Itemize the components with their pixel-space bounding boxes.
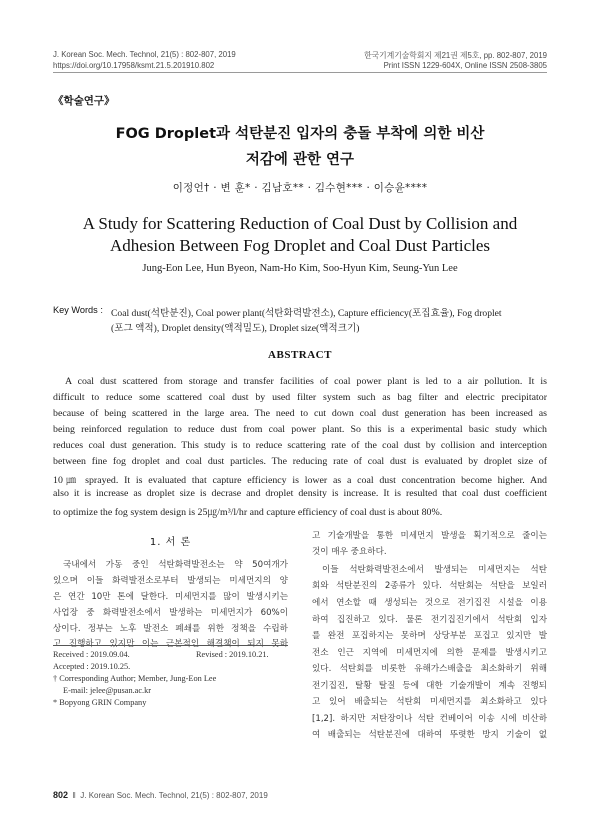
header-journal-citation: J. Korean Soc. Mech. Technol, 21(5) : 802-807, 2019	[53, 50, 236, 59]
header-doi-link[interactable]: https://doi.org/10.17958/ksmt.21.5.201910.802	[53, 61, 215, 70]
section-heading-introduction: 1. 서 론	[149, 537, 192, 548]
header-divider	[53, 72, 547, 73]
intro-left-line-1: 국내에서 가동 중인 석탄화력발전소는 약 50여개가	[63, 560, 288, 570]
intro-right-line-2: 것이 매우 중요하다.	[312, 547, 387, 557]
intro-right-line-8: 전소 인근 지역에 미세먼지에 의한 문제를 발생시키고	[312, 648, 547, 658]
page-footer	[53, 790, 268, 800]
author-affiliation: * Bopyong GRIN Company	[53, 698, 147, 707]
english-title-line-1: A Study for Scattering Reduction of Coal Dust by Collision and	[82, 214, 518, 233]
keywords-line-1: Coal dust(석탄분진), Coal power plant(석탄화력발전소), Capture efficiency(포집효율), Fog droplet	[111, 308, 502, 319]
abstract-line-1: A coal dust scattered from storage and transfer facilities of coal power plant is led to a air pollution. It is	[65, 376, 547, 387]
intro-right-line-13: 여 배출되는 석탄분진에 대하여 뚜렷한 방지 기술이 없	[312, 730, 547, 740]
intro-right-line-9: 있다. 석탄회를 비롯한 유해가스배출을 최소화하기 위해	[312, 664, 547, 674]
keywords-line-2: (포그 액적), Droplet density(액적밀도), Droplet size(액적크기)	[111, 323, 360, 334]
intro-right-line-10: 전기집진, 탈황 탈질 등에 대한 기술개발이 계속 진행되	[312, 681, 547, 691]
intro-right-line-11: 고 있어 배출되는 석탄회 미세먼지를 최소화하고 있다	[312, 697, 547, 707]
intro-left-line-5: 상이다. 정부는 노후 발전소 폐쇄를 위한 정책을 수립하	[53, 624, 288, 634]
english-authors: Jung-Eon Lee, Hun Byeon, Nam-Ho Kim, Soo-Hyun Kim, Seung-Yun Lee	[142, 263, 458, 274]
abstract-line-4: being reinforced regulation to reduce dust from coal power plant. So this is a experimental basic study which	[53, 424, 547, 435]
accepted-date: Accepted : 2019.10.25.	[53, 662, 131, 671]
header-issn: Print ISSN 1229-604X, Online ISSN 2508-3805	[383, 61, 547, 70]
intro-right-line-6: 하여 집진하고 있다. 물론 전기집진기에서 석탄회 입자	[312, 615, 547, 625]
abstract-line-6: between fine fog droplet and coal dust particles. The reducing rate of coal dust is evaluated by droplet size of	[53, 456, 547, 467]
corresponding-author: † Corresponding Author; Member, Jung-Eon Lee	[53, 674, 217, 683]
page-number: 802	[53, 790, 69, 800]
intro-left-line-2: 있으며 이들 화력발전소로부터 발생되는 미세먼지의 양	[53, 576, 288, 586]
header-korean-citation: 한국기계기술학회지 제21권 제5호, pp. 802-807, 2019	[364, 51, 547, 60]
korean-title-line-1: FOG Droplet과 석탄분진 입자의 충돌 부착에 의한 비산	[115, 126, 485, 142]
abstract-line-5: reduces coal dust generation. This study is to reduce scattering rate of the coal dust by collision and interception	[53, 440, 547, 451]
keywords-label: Key Words :	[53, 305, 103, 315]
intro-right-line-3: 이들 석탄화력발전소에서 발생되는 미세먼지는 석탄	[322, 565, 547, 575]
received-date: Received : 2019.09.04.	[53, 650, 130, 659]
intro-right-line-1: 고 기술개발을 통한 미세먼지 발생을 획기적으로 줄이는	[312, 531, 547, 541]
abstract-heading: ABSTRACT	[268, 349, 332, 361]
footnote-divider	[53, 645, 288, 646]
abstract-line-2: difficult to reduce some scattered coal dust by used filter system such as bag filter and electric precipitator	[53, 392, 547, 403]
intro-left-line-6: 고 진행하고 있지만 이는 근본적인 해결책이 되지 못하	[53, 639, 288, 649]
abstract-line-9: to optimize the fog system design is 25㎍/m³/l/hr and capture efficiency of coal dust is about 80%.	[53, 507, 443, 518]
author-email[interactable]: E-mail: jelee@pusan.ac.kr	[63, 686, 152, 695]
korean-authors: 이정언† · 변 훈* · 김남호** · 김수현*** · 이승윤****	[172, 182, 428, 194]
intro-left-line-3: 은 연간 10만 톤에 달한다. 미세먼지를 많이 발생시키는	[53, 592, 288, 602]
abstract-line-8: also it is increase as droplet size is decrase and droplet density is increase. It is resulted that coal dust coefficient	[53, 488, 547, 499]
intro-right-line-5: 에서 연소할 때 생성되는 것으로 전기집진 시설을 이용	[312, 598, 547, 608]
korean-title-line-2: 저감에 관한 연구	[245, 152, 355, 168]
english-title-line-2: Adhesion Between Fog Droplet and Coal Dust Particles	[109, 236, 491, 255]
abstract-line-7: 10㎛ sprayed. It is evaluated that capture efficiency is lower as a coal dust concentration become higher. And	[53, 475, 547, 486]
footer-journal-citation: J. Korean Soc. Mech. Technol, 21(5) : 802-807, 2019	[80, 791, 268, 800]
abstract-line-3: because of being scattered in the large area. The need to cut down coal dust generation has been increased as	[53, 408, 547, 419]
intro-right-line-12: [1,2]. 하지만 저탄장이나 석탄 컨베이어 이송 시에 비산하	[312, 714, 547, 724]
footer-separator: ‖	[70, 791, 79, 800]
section-tag: 《학술연구》	[53, 95, 115, 107]
intro-right-line-7: 를 완전 포집하지는 못하며 상당부분 포집고 있지만 발	[312, 631, 547, 641]
intro-left-line-4: 사업장 중 화력발전소에서 발생하는 미세먼지가 60%이	[53, 608, 288, 618]
intro-right-line-4: 회와 석탄분진의 2종류가 있다. 석탄회는 석탄을 보일러	[312, 581, 547, 591]
revised-date: Revised : 2019.10.21.	[196, 650, 269, 659]
